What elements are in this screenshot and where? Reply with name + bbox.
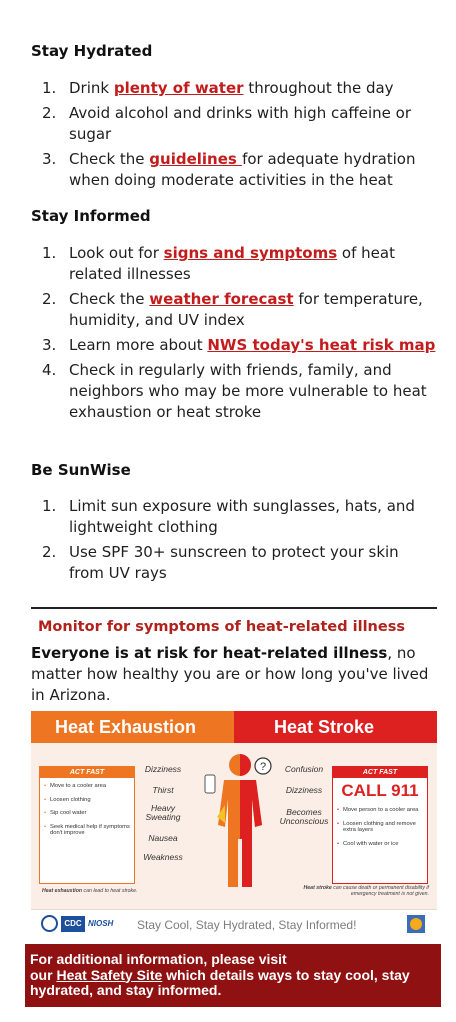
symptom-label: Dizziness bbox=[144, 764, 182, 774]
guidelines-link[interactable]: guidelines bbox=[149, 150, 243, 168]
stay-hydrated-heading: Stay Hydrated bbox=[31, 42, 153, 60]
symptom-label: Heavy Sweating bbox=[145, 803, 181, 822]
list-item: 1. Limit sun exposure with sunglasses, hats, and lightweight clothing bbox=[42, 497, 415, 536]
list-item: 3. Learn more about NWS today's heat risk map bbox=[42, 336, 436, 354]
list-item: • Cool with water or ice bbox=[337, 841, 427, 848]
sunwise-badge-icon bbox=[407, 915, 425, 933]
symptom-label: Thirst bbox=[152, 785, 174, 795]
list-item: 1. Look out for signs and symptoms of heat related illnesses bbox=[42, 244, 395, 283]
list-item: 3. Check the guidelines for adequate hydration when doing moderate activities in the heat bbox=[42, 150, 416, 189]
symptom-label: Weakness bbox=[143, 852, 183, 862]
list-item: 2. Avoid alcohol and drinks with high caffeine or sugar bbox=[42, 104, 411, 143]
symptom-label: Dizziness bbox=[285, 785, 323, 795]
heat-exhaustion-banner: Heat Exhaustion bbox=[31, 711, 234, 743]
stroke-act-fast-box: ACT FAST CALL 911 • Move person to a cooler area • Loosen clothing and remove extra layers • Cool with water or ice bbox=[332, 766, 428, 884]
svg-text:?: ? bbox=[259, 761, 267, 773]
informed-list bbox=[38, 243, 438, 427]
stay-informed-heading: Stay Informed bbox=[31, 207, 151, 225]
exhaustion-footnote: Heat exhaustion can lead to heat stroke. bbox=[42, 888, 138, 894]
stroke-footnote: Heat stroke can cause death or permanent disability if emergency treatment is not given. bbox=[303, 885, 429, 897]
weather-forecast-link[interactable]: weather forecast bbox=[149, 290, 294, 308]
list-item: • Loosen clothing and remove extra layers bbox=[337, 821, 427, 834]
list-item: • Seek medical help if symptoms don't improve bbox=[44, 824, 134, 837]
list-item: 2. Check the weather forecast for temperature, humidity, and UV index bbox=[42, 290, 423, 329]
symptom-label: Becomes Unconscious bbox=[279, 807, 329, 826]
list-item: 2. Use SPF 30+ sunscreen to protect your skin from UV rays bbox=[42, 543, 399, 582]
monitor-heading: Monitor for symptoms of heat-related illness bbox=[38, 619, 405, 635]
nws-heat-risk-map-link[interactable]: NWS today's heat risk map bbox=[207, 336, 436, 354]
list-item: 1. Drink plenty of water throughout the day bbox=[42, 79, 394, 97]
heat-illness-infographic bbox=[31, 711, 437, 939]
hydrated-list bbox=[38, 78, 438, 195]
list-item: • Move person to a cooler area bbox=[337, 807, 427, 814]
plenty-of-water-link[interactable]: plenty of water bbox=[113, 79, 244, 97]
list-item: • Loosen clothing bbox=[44, 797, 134, 804]
hhs-logo-icon bbox=[41, 915, 58, 932]
list-item: • Sip cool water bbox=[44, 810, 134, 817]
exhaustion-act-fast-box: ACT FAST • Move to a cooler area • Loosen clothing • Sip cool water • Seek medical help if symptoms don't improve bbox=[39, 766, 135, 884]
section-divider bbox=[31, 607, 437, 609]
sunwise-list bbox=[38, 496, 438, 588]
logo-bar bbox=[31, 909, 437, 939]
be-sunwise-heading: Be SunWise bbox=[31, 461, 131, 479]
monitor-text: Everyone is at risk for heat-related illness, no matter how healthy you are or how long you've lived in Arizona. bbox=[31, 644, 429, 704]
signs-and-symptoms-link[interactable]: signs and symptoms bbox=[163, 244, 338, 262]
heat-safety-site-link[interactable]: Heat Safety Site bbox=[56, 966, 163, 983]
list-item: 4. Check in regularly with friends, family, and neighbors who may be more vulnerable to heat exhaustion or heat stroke bbox=[42, 361, 427, 421]
list-item: • Move to a cooler area bbox=[44, 783, 134, 790]
symptom-label: Nausea bbox=[148, 833, 178, 843]
cdc-logo: CDC bbox=[61, 916, 85, 932]
heat-stroke-banner: Heat Stroke bbox=[234, 711, 437, 743]
call-911-text: CALL 911 bbox=[341, 781, 419, 800]
slogan: Stay Cool, Stay Hydrated, Stay Informed! bbox=[137, 918, 357, 932]
niosh-logo: NIOSH bbox=[88, 919, 114, 928]
symptom-label: Confusion bbox=[284, 764, 324, 774]
additional-info-box: For additional information, please visit our Heat Safety Site which details ways to stay cool, stay hydrated, and stay informed. bbox=[25, 944, 441, 1007]
water-bottle-icon bbox=[205, 775, 215, 793]
